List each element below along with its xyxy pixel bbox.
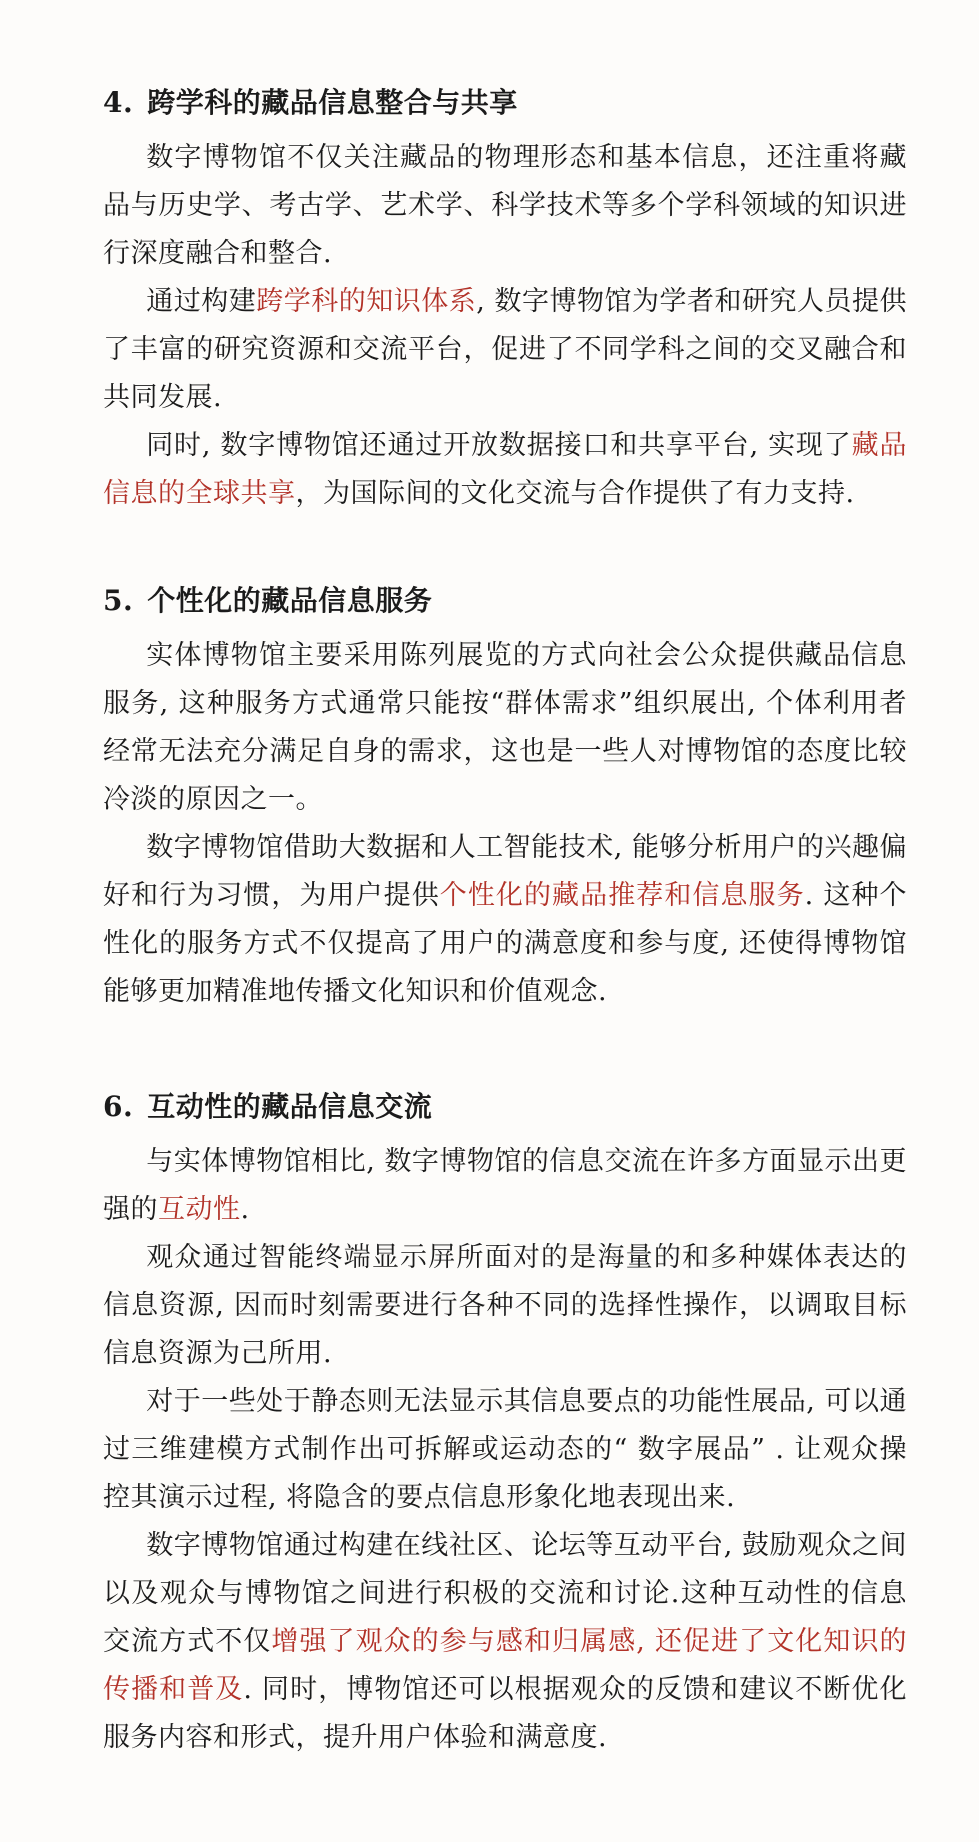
text-run: 与实体博物馆相比, 数字博物馆的信息交流在许多方面显示出更强的 bbox=[103, 1146, 907, 1225]
text-run: . bbox=[240, 1194, 250, 1225]
highlighted-red-text: 藏品信息的全球共享 bbox=[103, 430, 907, 509]
paragraph bbox=[103, 1522, 907, 1762]
text-run: , 数字博物馆为学者和研究人员提供了丰富的研究资源和交流平台，促进了不同学科之间的交叉融合和共同发展. bbox=[103, 286, 908, 413]
highlighted-red-text: 增强了观众的参与感和归属感, 还促进了文化知识的传播和普及 bbox=[103, 1626, 908, 1705]
paragraph bbox=[103, 278, 907, 422]
document-sections bbox=[103, 86, 907, 1762]
section-title: 跨学科的藏品信息整合与共享 bbox=[147, 86, 518, 119]
text-run: 数字博物馆通过构建在线社区、论坛等互动平台, 鼓励观众之间以及观众与博物馆之间进行积极的交流和讨论.这种互动性的信息交流方式不仅 bbox=[103, 1530, 907, 1657]
paragraph bbox=[103, 134, 907, 278]
text-run: 同时, 数字博物馆还通过开放数据接口和共享平台, 实现了 bbox=[146, 430, 852, 461]
highlighted-red-text: 互动性 bbox=[158, 1194, 241, 1225]
text-run: . 同时，博物馆还可以根据观众的反馈和建议不断优化服务内容和形式，提升用户体验和满意度. bbox=[103, 1674, 907, 1753]
text-run: 观众通过智能终端显示屏所面对的是海量的和多种媒体表达的信息资源, 因而时刻需要进行各种不同的选择性操作，以调取目标信息资源为己所用. bbox=[103, 1242, 907, 1369]
section-number: 5. bbox=[103, 584, 134, 617]
section-heading bbox=[103, 584, 907, 618]
highlighted-red-text: 跨学科的知识体系 bbox=[256, 286, 477, 317]
text-run: . 这种个性化的服务方式不仅提高了用户的满意度和参与度, 还使得博物馆能够更加精准地传播文化知识和价值观念. bbox=[103, 880, 908, 1007]
text-run: ，为国际间的文化交流与合作提供了有力支持. bbox=[295, 478, 855, 509]
section-title: 个性化的藏品信息服务 bbox=[147, 584, 433, 617]
highlighted-red-text: 个性化的藏品推荐和信息服务 bbox=[439, 880, 805, 911]
paragraph bbox=[103, 632, 907, 824]
text-run: 数字博物馆借助大数据和人工智能技术, 能够分析用户的兴趣偏好和行为习惯，为用户提供 bbox=[103, 832, 907, 911]
section-number: 6. bbox=[103, 1090, 134, 1123]
text-run: 实体博物馆主要采用陈列展览的方式向社会公众提供藏品信息服务, 这种服务方式通常只能按“群体需求”组织展出, 个体利用者经常无法充分满足自身的需求，这也是一些人对博物馆的态度比较冷淡的原因之一。 bbox=[103, 640, 907, 815]
paragraph bbox=[103, 1234, 907, 1378]
paragraph bbox=[103, 824, 907, 1016]
section-title: 互动性的藏品信息交流 bbox=[147, 1090, 433, 1123]
text-run: 对于一些处于静态则无法显示其信息要点的功能性展品, 可以通过三维建模方式制作出可拆解或运动态的“ 数字展品” . 让观众操控其演示过程, 将隐含的要点信息形象化地表现出来. bbox=[103, 1386, 907, 1513]
paragraph bbox=[103, 422, 907, 518]
section-number: 4. bbox=[103, 86, 134, 119]
paragraph bbox=[103, 1138, 907, 1234]
paragraph bbox=[103, 1378, 907, 1522]
text-run: 通过构建 bbox=[146, 286, 257, 317]
text-run: 数字博物馆不仅关注藏品的物理形态和基本信息，还注重将藏品与历史学、考古学、艺术学、科学技术等多个学科领域的知识进行深度融合和整合. bbox=[103, 142, 907, 269]
section-heading bbox=[103, 1090, 907, 1124]
section-heading bbox=[103, 86, 907, 120]
